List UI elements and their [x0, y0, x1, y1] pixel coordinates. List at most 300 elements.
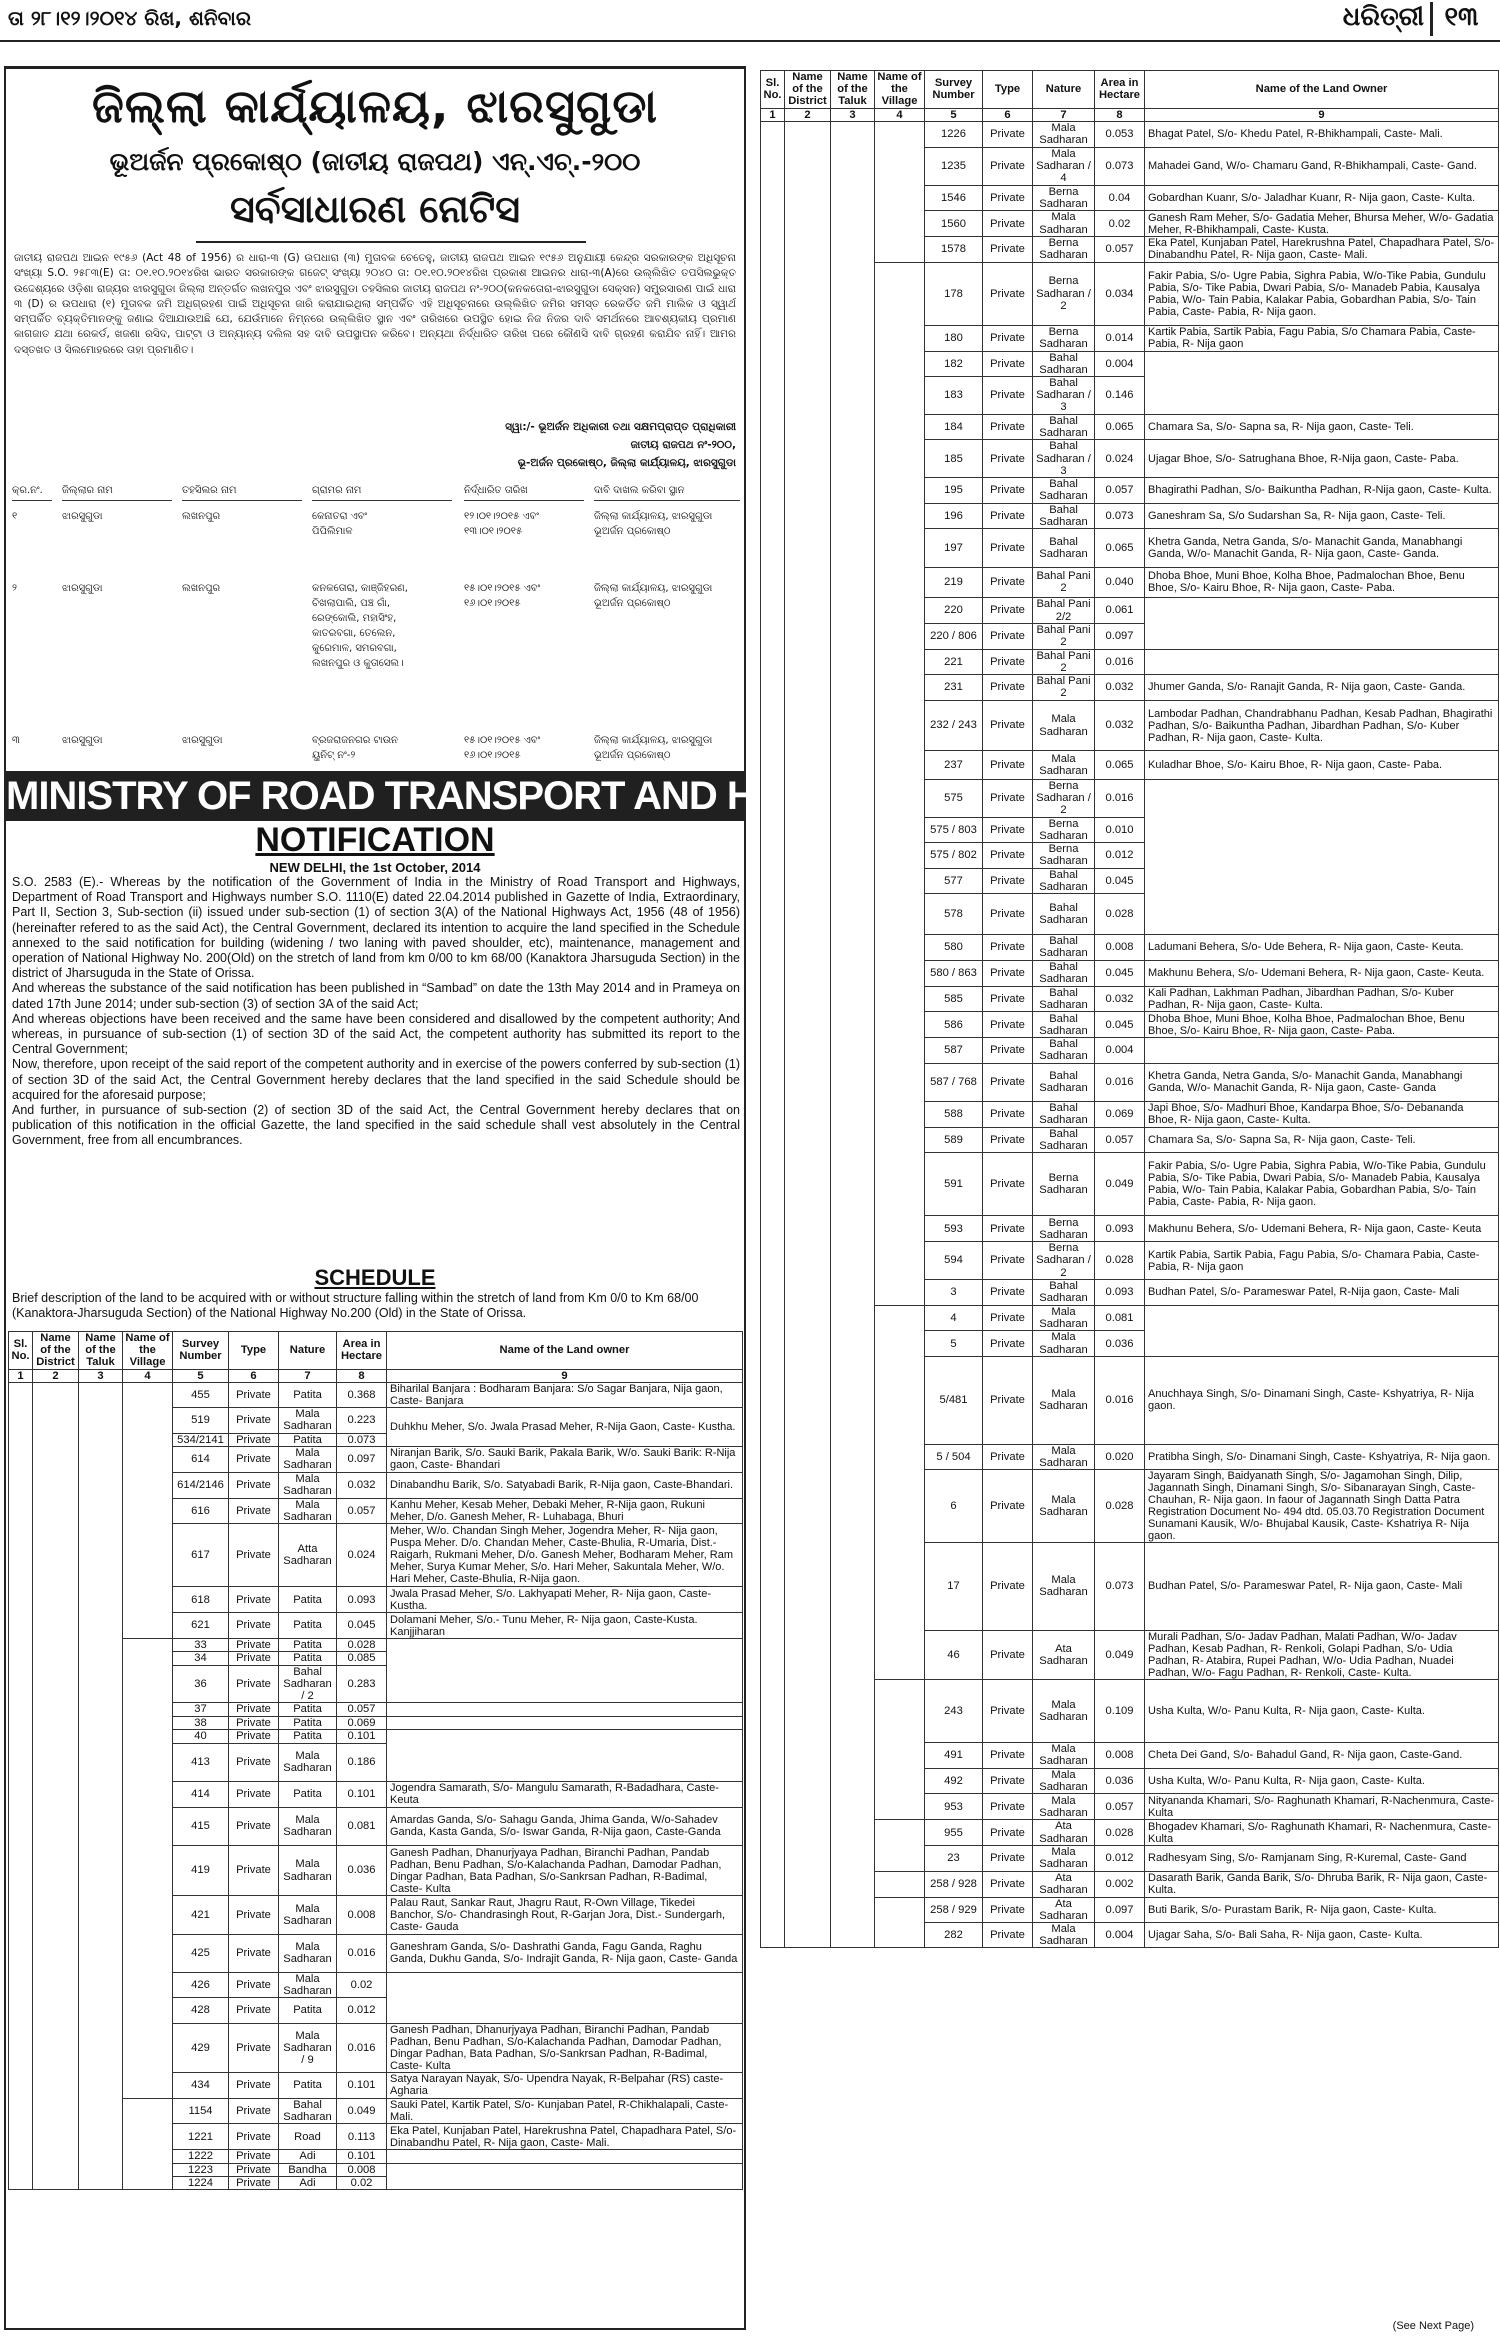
row-area: 0.028	[1095, 1242, 1145, 1280]
row-survey: 415	[173, 1807, 229, 1845]
row-owner	[387, 1730, 743, 1782]
row-area: 0.002	[1095, 1871, 1145, 1897]
row-survey: 5 / 504	[925, 1444, 983, 1469]
row-area: 0.016	[337, 1934, 387, 1972]
row-nature: Bahal Sadharan	[1033, 894, 1095, 935]
row-owner: Makhunu Behera, S/o- Udemani Behera, R- Nija gaon, Caste- Keuta.	[1145, 960, 1499, 986]
row-type: Private	[983, 1153, 1033, 1216]
row-area: 0.057	[337, 1703, 387, 1716]
row-nature: Patita	[279, 1998, 337, 2024]
row-owner	[1145, 598, 1499, 649]
row-area: 0.093	[337, 1587, 387, 1613]
row-area: 0.097	[1095, 1897, 1145, 1922]
list-cell-tah: ଝାରସୁଗୁଡା	[182, 735, 223, 746]
notification-body	[12, 875, 740, 1265]
row-owner: Duhkhu Meher, S/o. Jwala Prasad Meher, R-Nija Gaon, Caste- Kustha.	[387, 1407, 743, 1446]
row-village	[123, 1638, 173, 2098]
row-area: 0.008	[337, 2163, 387, 2176]
row-type: Private	[229, 2072, 279, 2098]
row-owner: Ujagar Saha, S/o- Bali Saha, R- Nija gaon, Caste- Kulta.	[1145, 1923, 1499, 1948]
row-owner: Japi Bhoe, S/o- Madhuri Bhoe, Kandarpa Bhoe, S/o- Debananda Bhoe, R- Nija gaon, Caste- Kulta.	[1145, 1101, 1499, 1127]
row-owner: Ganesh Ram Meher, S/o- Gadatia Meher, Bhursa Meher, W/o- Gadatia Meher, R-Bhikhampali, Caste- Kusta.	[1145, 211, 1499, 237]
row-nature: Mala Sadharan	[1033, 121, 1095, 147]
row-type: Private	[229, 1407, 279, 1433]
col-head-nature: Nature	[279, 1332, 337, 1370]
row-nature: Bahal Pani 2/2	[1033, 598, 1095, 623]
row-nature: Berna Sadharan	[1033, 1153, 1095, 1216]
ministry-banner: MINISTRY OF ROAD TRANSPORT AND HIGHWAYS	[6, 771, 744, 821]
row-area: 0.101	[337, 2072, 387, 2098]
row-type: Private	[229, 1743, 279, 1781]
row-type: Private	[983, 1305, 1033, 1331]
row-owner: Ganesh Padhan, Dhanurjyaya Padhan, Biranchi Padhan, Pandab Padhan, Benu Padhan, S/o-Kalachanda Padhan, Damodar Padhan, Dingar Padhan, Bata Padhan, S/o-Sankrsan Padhan, R-Badimal, Caste- Kulta	[387, 2023, 743, 2072]
row-type: Private	[229, 1498, 279, 1524]
row-type: Private	[983, 325, 1033, 351]
row-area: 0.049	[1095, 1630, 1145, 1679]
row-survey: 428	[173, 1998, 229, 2024]
schedule-table-right	[760, 70, 1499, 1948]
row-nature: Ata Sadharan	[1033, 1820, 1095, 1846]
row-type: Private	[983, 960, 1033, 986]
row-survey: 185	[925, 440, 983, 478]
col-head-type: Type	[229, 1332, 279, 1370]
row-type: Private	[983, 1470, 1033, 1543]
row-owner	[1145, 351, 1499, 414]
col-num: 3	[831, 108, 875, 121]
row-type: Private	[229, 1703, 279, 1716]
row-survey: 413	[173, 1743, 229, 1781]
row-type: Private	[983, 986, 1033, 1012]
row-type: Private	[983, 700, 1033, 751]
table-row	[761, 121, 1499, 147]
row-nature: Patita	[279, 1781, 337, 1807]
row-nature: Bahal Sadharan	[1033, 1012, 1095, 1038]
row-owner: Dinabandhu Barik, S/o. Satyabadi Barik, R-Nija gaon, Caste-Bhandari.	[387, 1472, 743, 1498]
row-survey: 180	[925, 325, 983, 351]
row-survey: 591	[925, 1153, 983, 1216]
row-type: Private	[983, 817, 1033, 842]
row-survey: 195	[925, 478, 983, 503]
row-nature: Patita	[279, 1730, 337, 1743]
row-owner: Anuchhaya Singh, S/o- Dinamani Singh, Caste- Kshyatriya, R- Nija gaon.	[1145, 1356, 1499, 1444]
row-owner	[1145, 1038, 1499, 1063]
row-village	[123, 2098, 173, 2190]
row-type: Private	[229, 1896, 279, 1934]
row-survey: 616	[173, 1498, 229, 1524]
list-cell-vill: ବ୍ରଜରାଜନଗର ଟାଉନ ୟୁନିଟ୍ ନଂ-୨	[312, 735, 398, 761]
row-type: Private	[983, 351, 1033, 376]
list-cell-dist: ଝାରସୁଗୁଡା	[62, 735, 103, 746]
row-nature: Mala Sadharan	[279, 1472, 337, 1498]
row-type: Private	[229, 2098, 279, 2124]
row-type: Private	[983, 1279, 1033, 1305]
row-type: Private	[229, 2023, 279, 2072]
row-nature: Patita	[279, 1587, 337, 1613]
row-area: 0.032	[337, 1472, 387, 1498]
row-survey: 953	[925, 1794, 983, 1820]
row-type: Private	[983, 1242, 1033, 1280]
list-cell-date: ୧୫।୦୧।୨୦୧୫ ଏବଂ ୧୬।୦୧।୨୦୧୫	[464, 583, 541, 609]
row-nature: Mala Sadharan	[279, 1972, 337, 1997]
row-nature: Mala Sadharan	[279, 1407, 337, 1433]
row-nature: Bahal Sadharan	[1033, 351, 1095, 376]
list-cell-dist: ଝାରସୁଗୁଡା	[62, 583, 103, 594]
row-nature: Mala Sadharan / 9	[279, 2023, 337, 2072]
row-type: Private	[983, 623, 1033, 649]
row-nature: Mala Sadharan	[1033, 1305, 1095, 1331]
row-survey: 197	[925, 529, 983, 567]
row-survey: 258 / 928	[925, 1871, 983, 1897]
row-owner: Jayaram Singh, Baidyanath Singh, S/o- Jagamohan Singh, Dilip, Jagannath Singh, Dinamani Singh, S/o- Sibanarayan Singh, Caste- Chauhan, R- Nija gaon. In faour of Jagannath Singh Datta Patra Registration Document No- 494 dtd. 05.03.70 Registration Document Sunamani Kausik, W/o- Bhujabal Kausik, Caste- Kshatriya R- Nija gaon.	[1145, 1470, 1499, 1543]
col-head-area: Area in Hectare	[337, 1332, 387, 1370]
row-area: 0.101	[337, 1781, 387, 1807]
row-type: Private	[229, 1845, 279, 1896]
row-survey: 5	[925, 1331, 983, 1356]
notification-para: And whereas objections have been received and the same have been considered and disallowed by the competent authority; And whereas, in pursuance of sub-section (1) of section 3D of the said Act, the competent authority has submitted its report to the Central Government;	[12, 1011, 740, 1057]
row-survey: 1224	[173, 2177, 229, 2190]
row-district	[33, 1382, 79, 2190]
row-owner: Cheta Dei Gand, S/o- Bahadul Gand, R- Nija gaon, Caste-Gand.	[1145, 1742, 1499, 1768]
row-area: 0.073	[1095, 147, 1145, 185]
col-head-survey: Survey Number	[173, 1332, 229, 1370]
row-type: Private	[983, 211, 1033, 237]
row-type: Private	[229, 1587, 279, 1613]
row-survey: 1222	[173, 2150, 229, 2163]
row-type: Private	[983, 1543, 1033, 1631]
row-nature: Road	[279, 2124, 337, 2150]
row-type: Private	[983, 1871, 1033, 1897]
row-owner: Kali Padhan, Lakhman Padhan, Jibardhan Padhan, S/o- Kuber Padhan, R- Nija gaon, Caste- Kulta.	[1145, 986, 1499, 1012]
row-area: 0.028	[1095, 894, 1145, 935]
row-area: 0.028	[337, 1638, 387, 1651]
row-owner: Bhagat Patel, S/o- Khedu Patel, R-Bhikhampali, Caste- Mali.	[1145, 121, 1499, 147]
row-survey: 3	[925, 1279, 983, 1305]
signatory-line-1: ସ୍ୱା:/- ଭୂଅର୍ଜନ ଅଧିକାରୀ ତଥା ସକ୍ଷମପ୍ରାପ୍ତ ପ୍ରାଧିକାରୀ	[505, 421, 736, 433]
row-area: 0.008	[337, 1896, 387, 1934]
row-village	[875, 1897, 925, 1948]
see-next-page: (See Next Page)	[1392, 2320, 1474, 2332]
table-row	[9, 1382, 743, 1407]
row-nature: Ata Sadharan	[1033, 1897, 1095, 1922]
row-nature: Bahal Sadharan / 3	[1033, 377, 1095, 415]
row-type: Private	[983, 894, 1033, 935]
row-nature: Mala Sadharan	[1033, 1846, 1095, 1872]
row-survey: 220	[925, 598, 983, 623]
signatory-line-3: ଭୂ-ଅର୍ଜନ ପ୍ରକୋଷ୍ଠ, ଜିଲ୍ଲା କାର୍ଯ୍ୟାଳୟ, ଝାରସୁଗୁଡା	[517, 457, 736, 469]
row-area: 0.057	[1095, 478, 1145, 503]
row-village	[875, 121, 925, 262]
row-type: Private	[229, 1433, 279, 1446]
row-area: 0.045	[1095, 868, 1145, 894]
row-nature: Bahal Sadharan	[1033, 1038, 1095, 1063]
row-area: 0.223	[337, 1407, 387, 1433]
row-type: Private	[983, 503, 1033, 529]
list-cell-date: ୧୨।୦୧।୨୦୧୫ ଏବଂ ୧୩।୦୧।୨୦୧୫	[464, 511, 539, 537]
row-owner: Jwala Prasad Meher, S/o. Lakhyapati Meher, R- Nija gaon, Caste- Kustha.	[387, 1587, 743, 1613]
row-owner: Makhunu Behera, S/o- Udemani Behera, R- Nija gaon, Caste- Keuta	[1145, 1216, 1499, 1242]
row-area: 0.057	[1095, 1127, 1145, 1153]
row-area: 0.101	[337, 2150, 387, 2163]
row-survey: 414	[173, 1781, 229, 1807]
row-area: 0.109	[1095, 1679, 1145, 1742]
row-type: Private	[983, 440, 1033, 478]
date-line: ତା ୨୮।୧୨।୨୦୧୪ ରିଖ, ଶନିବାର	[8, 6, 251, 30]
row-survey: 426	[173, 1972, 229, 1997]
row-owner: Ganeshram Sa, S/o Sudarshan Sa, R- Nija gaon, Caste- Teli.	[1145, 503, 1499, 529]
row-survey: 621	[173, 1613, 229, 1639]
row-owner: Kartik Pabia, Sartik Pabia, Fagu Pabia, S/o- Chamara Pabia, Caste- Pabia, R- Nija gaon	[1145, 1242, 1499, 1280]
row-area: 0.101	[337, 1730, 387, 1743]
row-survey: 587 / 768	[925, 1063, 983, 1101]
row-area: 0.032	[1095, 674, 1145, 700]
row-nature: Patita	[279, 1652, 337, 1665]
row-owner: Amardas Ganda, S/o- Sahagu Ganda, Jhima Ganda, W/o-Sahadev Ganda, Kasta Ganda, S/o- Iswar Ganda, R-Nija gaon, Caste-Ganda	[387, 1807, 743, 1845]
row-survey: 237	[925, 751, 983, 779]
row-area: 0.081	[1095, 1305, 1145, 1331]
row-nature: Mala Sadharan	[1033, 1470, 1095, 1543]
row-owner: Palau Raut, Sankar Raut, Jhagru Raut, R-Own Village, Tikedei Banchor, S/o- Chandrasingh Rout, R-Garjan Jora, Dist.- Sundergarh, Caste- Gauda	[387, 1896, 743, 1934]
row-nature: Adi	[279, 2177, 337, 2190]
row-village	[875, 1679, 925, 1819]
col-num: 5	[173, 1369, 229, 1382]
row-area: 0.040	[1095, 567, 1145, 598]
row-owner: Ladumani Behera, S/o- Ude Behera, R- Nija gaon, Caste- Keuta.	[1145, 935, 1499, 961]
row-survey: 1578	[925, 237, 983, 263]
row-type: Private	[983, 1038, 1033, 1063]
row-owner: Eka Patel, Kunjaban Patel, Harekrushna Patel, Chapadhara Patel, S/o- Dinabandhu Patel, R- Nija gaon, Caste- Mali.	[387, 2124, 743, 2150]
row-district	[785, 121, 831, 1948]
row-nature: Mala Sadharan	[1033, 1543, 1095, 1631]
row-area: 0.049	[1095, 1153, 1145, 1216]
row-nature: Mala Sadharan	[279, 1447, 337, 1473]
row-nature: Patita	[279, 1613, 337, 1639]
row-type: Private	[983, 1127, 1033, 1153]
row-type: Private	[229, 1652, 279, 1665]
col-head-district: Name of the District	[785, 71, 831, 109]
list-cell-vill: କେନାତରା ଏବଂ ପିପିଲିମାଳ	[312, 511, 368, 537]
row-area: 0.093	[1095, 1216, 1145, 1242]
row-type: Private	[983, 478, 1033, 503]
col-head-type: Type	[983, 71, 1033, 109]
list-head-sl: କ୍ର.ନଂ.	[12, 485, 52, 501]
row-owner	[387, 1638, 743, 1702]
row-nature: Bahal Sadharan	[1033, 868, 1095, 894]
row-survey: 46	[925, 1630, 983, 1679]
row-area: 0.065	[1095, 751, 1145, 779]
row-nature: Patita	[279, 1382, 337, 1407]
row-type: Private	[229, 2163, 279, 2176]
row-owner: Ganesh Padhan, Dhanurjyaya Padhan, Biranchi Padhan, Pandab Padhan, Benu Padhan, S/o-Kalachanda Padhan, Damodar Padhan, Dingar Padhan, Bata Padhan, S/o-Sankrsan Padhan, R-Badimal, Caste- Kulta	[387, 1845, 743, 1896]
row-type: Private	[983, 779, 1033, 817]
row-survey: 221	[925, 649, 983, 674]
row-survey: 580	[925, 935, 983, 961]
row-type: Private	[229, 2177, 279, 2190]
row-area: 0.065	[1095, 414, 1145, 439]
col-head-sl: Sl. No.	[761, 71, 785, 109]
row-owner: Gobardhan Kuanr, S/o- Jaladhar Kuanr, R- Nija gaon, Caste- Kulta.	[1145, 185, 1499, 210]
notification-para: And further, in pursuance of sub-section (2) of section 3D of the said Act, the Central Government hereby declares that on publication of this notification in the official Gazette, the land specified in the said schedule shall vest absolutely in the Central Government, free from all encumbrances.	[12, 1103, 740, 1148]
row-owner: Radhesyam Sing, S/o- Ramjanam Sing, R-Kuremal, Caste- Gand	[1145, 1846, 1499, 1872]
row-area: 0.097	[1095, 623, 1145, 649]
right-column	[760, 66, 1498, 2332]
row-survey: 232 / 243	[925, 700, 983, 751]
row-survey: 183	[925, 377, 983, 415]
row-owner	[387, 1703, 743, 1716]
row-area: 0.02	[1095, 211, 1145, 237]
row-area: 0.016	[337, 2023, 387, 2072]
row-survey: 1226	[925, 121, 983, 147]
row-survey: 1223	[173, 2163, 229, 2176]
row-nature: Berna Sadharan	[1033, 185, 1095, 210]
row-area: 0.053	[1095, 121, 1145, 147]
row-owner: Khetra Ganda, Netra Ganda, S/o- Manachit Ganda, Manabhangi Ganda, W/o- Manachit Ganda, R- Nija gaon, Caste- Ganda	[1145, 1063, 1499, 1101]
row-survey: 219	[925, 567, 983, 598]
list-cell-tah: ଲଖନପୁର	[182, 583, 221, 594]
row-survey: 429	[173, 2023, 229, 2072]
row-owner: Chamara Sa, S/o- Sapna Sa, R- Nija gaon, Caste- Teli.	[1145, 1127, 1499, 1153]
row-survey: 617	[173, 1524, 229, 1587]
row-nature: Mala Sadharan	[279, 1934, 337, 1972]
schedule-heading: SCHEDULE	[314, 1265, 436, 1290]
col-num: 4	[123, 1369, 173, 1382]
row-area: 0.014	[1095, 325, 1145, 351]
row-survey: 1235	[925, 147, 983, 185]
row-nature: Patita	[279, 1433, 337, 1446]
row-nature: Mala Sadharan	[1033, 1768, 1095, 1794]
row-survey: 34	[173, 1652, 229, 1665]
row-survey: 580 / 863	[925, 960, 983, 986]
row-survey: 258 / 929	[925, 1897, 983, 1922]
row-area: 0.045	[1095, 960, 1145, 986]
row-survey: 425	[173, 1934, 229, 1972]
row-survey: 184	[925, 414, 983, 439]
row-area: 0.016	[1095, 1356, 1145, 1444]
col-head-owner: Name of the Land owner	[387, 1332, 743, 1370]
row-area: 0.073	[337, 1433, 387, 1446]
row-area: 0.368	[337, 1382, 387, 1407]
row-nature: Berna Sadharan / 2	[1033, 1242, 1095, 1280]
row-nature: Atta Sadharan	[279, 1524, 337, 1587]
row-area: 0.186	[337, 1743, 387, 1781]
row-type: Private	[229, 1524, 279, 1587]
row-nature: Bahal Sadharan	[1033, 935, 1095, 961]
list-cell-place: ଜିଲ୍ଲା କାର୍ଯ୍ୟାଳୟ, ଝାରସୁଗୁଡା ଭୂଅର୍ଜନ ପ୍ରକୋଷ୍ଠ	[594, 583, 713, 609]
row-area: 0.057	[1095, 237, 1145, 263]
row-owner: Dasarath Barik, Ganda Barik, S/o- Dhruba Barik, R- Nija gaon, Caste- Kulta.	[1145, 1871, 1499, 1897]
row-type: Private	[983, 868, 1033, 894]
row-nature: Bahal Pani 2	[1033, 567, 1095, 598]
row-area: 0.016	[1095, 649, 1145, 674]
row-nature: Bahal Sadharan	[1033, 1279, 1095, 1305]
row-area: 0.045	[1095, 1012, 1145, 1038]
row-nature: Bahal Sadharan	[1033, 478, 1095, 503]
row-nature: Berna Sadharan	[1033, 843, 1095, 868]
row-area: 0.028	[1095, 1820, 1145, 1846]
row-area: 0.02	[337, 1972, 387, 1997]
row-area: 0.034	[1095, 262, 1145, 325]
row-area: 0.113	[337, 2124, 387, 2150]
row-type: Private	[229, 1665, 279, 1703]
row-owner	[1145, 779, 1499, 934]
row-owner: Pratibha Singh, S/o- Dinamani Singh, Caste- Kshyatriya, R- Nija gaon.	[1145, 1444, 1499, 1469]
notification-heading: NOTIFICATION	[255, 821, 495, 859]
row-area: 0.057	[1095, 1794, 1145, 1820]
table-header-row	[761, 71, 1499, 109]
row-survey: 455	[173, 1382, 229, 1407]
row-area: 0.024	[1095, 440, 1145, 478]
row-survey: 40	[173, 1730, 229, 1743]
row-survey: 196	[925, 503, 983, 529]
row-nature: Mala Sadharan	[279, 1743, 337, 1781]
row-village	[875, 262, 925, 1305]
row-nature: Mala Sadharan	[1033, 1679, 1095, 1742]
col-num: 7	[279, 1369, 337, 1382]
row-nature: Patita	[279, 1716, 337, 1729]
row-type: Private	[983, 1820, 1033, 1846]
row-taluk	[79, 1382, 123, 2190]
row-survey: 182	[925, 351, 983, 376]
row-area: 0.04	[1095, 185, 1145, 210]
row-area: 0.024	[337, 1524, 387, 1587]
row-nature: Berna Sadharan	[1033, 325, 1095, 351]
row-survey: 220 / 806	[925, 623, 983, 649]
row-type: Private	[229, 1472, 279, 1498]
row-nature: Bahal Sadharan	[1033, 1101, 1095, 1127]
row-village	[875, 1820, 925, 1872]
row-owner: Khetra Ganda, Netra Ganda, S/o- Manachit Ganda, Manabhangi Ganda, W/o- Manachit Ganda, R- Nija gaon, Caste- Ganda.	[1145, 529, 1499, 567]
row-nature: Mala Sadharan	[1033, 211, 1095, 237]
row-area: 0.012	[337, 1998, 387, 2024]
row-survey: 491	[925, 1742, 983, 1768]
col-head-survey: Survey Number	[925, 71, 983, 109]
row-area: 0.049	[337, 2098, 387, 2124]
row-area: 0.045	[337, 1613, 387, 1639]
row-owner: Dhoba Bhoe, Muni Bhoe, Kolha Bhoe, Padmalochan Bhoe, Benu Bhoe, S/o- Kairu Bhoe, R- Nija gaon, Caste- Paba.	[1145, 1012, 1499, 1038]
row-owner	[387, 2163, 743, 2190]
col-num: 7	[1033, 108, 1095, 121]
row-survey: 282	[925, 1923, 983, 1948]
schedule-brief: Brief description of the land to be acquired with or without structure falling within the stretch of land from Km 0/0 to Km 68/00 (Kanaktora-Jharsuguda Section) of the National Highway No.200 (Old) in the State of Orissa.	[12, 1291, 699, 1320]
row-area: 0.036	[337, 1845, 387, 1896]
row-owner: Buti Barik, S/o- Purastam Barik, R- Nija gaon, Caste- Kulta.	[1145, 1897, 1499, 1922]
row-area: 0.012	[1095, 843, 1145, 868]
row-nature: Bahal Sadharan	[1033, 414, 1095, 439]
row-nature: Mala Sadharan	[279, 1896, 337, 1934]
row-survey: 575 / 803	[925, 817, 983, 842]
row-survey: 534/2141	[173, 1433, 229, 1446]
row-owner: Eka Patel, Kunjaban Patel, Harekrushna Patel, Chapadhara Patel, S/o- Dinabandhu Patel, R- Nija gaon, Caste- Mali.	[1145, 237, 1499, 263]
list-cell-place: ଜିଲ୍ଲା କାର୍ଯ୍ୟାଳୟ, ଝାରସୁଗୁଡା ଭୂଅର୍ଜନ ପ୍ରକୋଷ୍ଠ	[594, 735, 713, 761]
row-area: 0.004	[1095, 1923, 1145, 1948]
col-head-taluk: Name of the Taluk	[79, 1332, 123, 1370]
row-type: Private	[983, 1356, 1033, 1444]
left-column	[4, 66, 933, 2330]
row-nature: Mala Sadharan	[279, 1845, 337, 1896]
row-nature: Bahal Sadharan	[1033, 986, 1095, 1012]
row-owner: Kanhu Meher, Kesab Meher, Debaki Meher, R-Nija gaon, Rukuni Meher, D/o. Ganesh Meher, R- Luhabaga, Bhuri	[387, 1498, 743, 1524]
row-owner: Kuladhar Bhoe, S/o- Kairu Bhoe, R- Nija gaon, Caste- Paba.	[1145, 751, 1499, 779]
col-num: 6	[229, 1369, 279, 1382]
col-num: 5	[925, 108, 983, 121]
row-nature: Berna Sadharan	[1033, 1216, 1095, 1242]
col-num: 9	[387, 1369, 743, 1382]
row-owner: Satya Narayan Nayak, S/o- Upendra Nayak, R-Belpahar (RS) caste- Agharia	[387, 2072, 743, 2098]
col-num: 2	[33, 1369, 79, 1382]
list-head-date: ନିର୍ଦ୍ଧାରିତ ତାରିଖ	[464, 485, 584, 501]
row-area: 0.028	[1095, 1470, 1145, 1543]
notification-dateline: NEW DELHI, the 1st October, 2014	[269, 860, 481, 875]
row-area: 0.085	[337, 1652, 387, 1665]
